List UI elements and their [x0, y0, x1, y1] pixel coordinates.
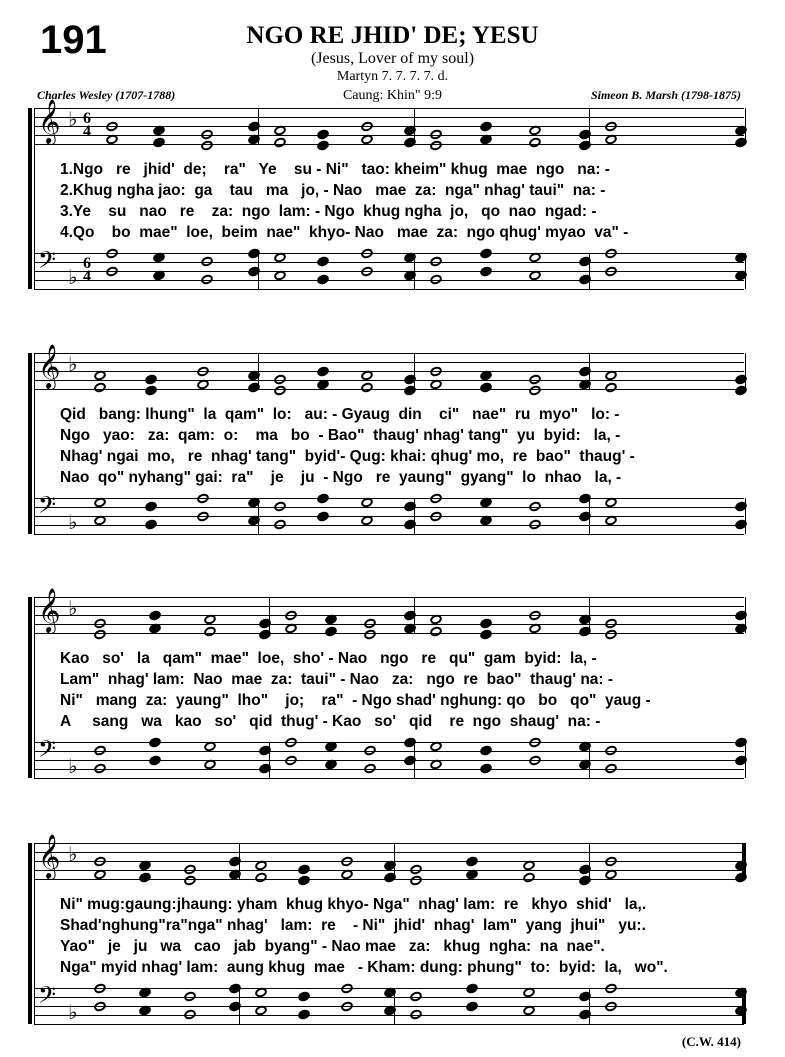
bass-note [297, 1008, 311, 1021]
bass-clef-icon: 𝄢 [38, 491, 57, 524]
bass-note [228, 1000, 242, 1013]
bass-staff-line [34, 289, 744, 290]
treble-note [429, 139, 443, 152]
lyric-line: Ngo yao: za: qam: o: ma bo - Bao" thaug' nhag' tang" yu byid: la, - [60, 427, 621, 444]
bass-note [604, 982, 618, 995]
treble-note [284, 609, 298, 622]
lyricist-credit: Charles Wesley (1707-1788) [37, 88, 176, 102]
bass-note [528, 754, 542, 767]
tune-meter: Martyn 7. 7. 7. 7. d. [336, 69, 449, 84]
flat-sign-icon: ♭ [68, 352, 78, 376]
lyric-line: A sang wa kao so' qid thug' - Kao so' qid re ngo shaug' na: - [60, 713, 601, 730]
bass-note [578, 510, 592, 523]
treble-note [528, 384, 542, 397]
bass-note [183, 1008, 197, 1021]
flat-sign-icon: ♭ [68, 754, 78, 778]
lyric-line: 1.Ngo re jhid' de; ra" Ye su - Ni" tao: kheim" khug mae ngo na: - [60, 161, 610, 178]
bass-staff-line [34, 742, 744, 743]
treble-note [199, 139, 213, 152]
treble-note [578, 365, 592, 378]
treble-note [273, 136, 287, 149]
treble-note [578, 874, 592, 887]
bass-clef-icon: 𝄢 [38, 981, 57, 1014]
system-barline [34, 353, 35, 534]
bass-note [363, 762, 377, 775]
bass-note [465, 1000, 479, 1013]
bass-note [199, 273, 213, 286]
bass-note [93, 762, 107, 775]
bass-note [148, 754, 162, 767]
bass-note [195, 510, 209, 523]
bass-note [478, 265, 492, 278]
hymn-title: NGO RE JHID' DE; YESU [246, 22, 539, 49]
treble-note [273, 373, 287, 386]
system-brace [28, 843, 32, 1024]
bass-note [183, 990, 197, 1003]
treble-note [247, 120, 261, 133]
treble-note [340, 855, 354, 868]
bass-note [93, 744, 107, 757]
treble-note [183, 863, 197, 876]
lyric-line: Qid bang: lhung" la qam" lo: au: - Gyaug din ci" nae" ru myo" lo: - [60, 406, 620, 423]
treble-note [528, 373, 542, 386]
bass-note [105, 265, 119, 278]
treble-staff-line [34, 117, 744, 118]
treble-note [105, 120, 119, 133]
bass-note [578, 990, 592, 1003]
bass-note [734, 736, 748, 749]
treble-note [247, 381, 261, 394]
treble-note [316, 139, 330, 152]
treble-note [578, 139, 592, 152]
treble-note [478, 628, 492, 641]
treble-note [93, 617, 107, 630]
treble-note [521, 871, 535, 884]
hymn-number: 191 [40, 18, 107, 62]
treble-note [604, 628, 618, 641]
treble-note [93, 628, 107, 641]
treble-staff-line [34, 108, 744, 109]
treble-note [578, 625, 592, 638]
treble-note [363, 628, 377, 641]
bass-note [316, 255, 330, 268]
treble-clef-icon: 𝄞 [38, 99, 61, 143]
lyric-line: Yao" je ju wa cao jab byang" - Nao mae za: khug ngha: na nae". [60, 938, 605, 955]
treble-note [203, 625, 217, 638]
system-barline [34, 597, 35, 778]
treble-note [604, 120, 618, 133]
measure-barline [269, 597, 270, 633]
treble-note [734, 373, 748, 386]
bass-staff-line [34, 751, 744, 752]
treble-note [734, 871, 748, 884]
bass-note [105, 247, 119, 260]
bass-staff-line [34, 507, 744, 508]
treble-note [199, 128, 213, 141]
measure-barline [589, 108, 590, 144]
treble-clef-icon: 𝄞 [38, 834, 61, 878]
bass-note [403, 518, 417, 531]
treble-note [604, 855, 618, 868]
treble-staff-line [34, 126, 744, 127]
bass-note [284, 754, 298, 767]
treble-note [429, 625, 443, 638]
treble-note [465, 855, 479, 868]
treble-note [409, 863, 423, 876]
flat-sign-icon: ♭ [68, 265, 78, 289]
lyric-line: Shad'nghung"ra"nga" nhag' lam: re - Ni" jhid' nhag' lam" yang jhui" yu:. [60, 917, 646, 934]
bass-note [144, 500, 158, 513]
bass-note [604, 762, 618, 775]
bass-note [93, 1000, 107, 1013]
bass-note [429, 510, 443, 523]
bass-note [578, 255, 592, 268]
time-signature-icon: 6 4 [83, 255, 91, 285]
hymn-subtitle: (Jesus, Lover of my soul) [310, 50, 475, 67]
bass-note [604, 247, 618, 260]
system-brace [28, 108, 32, 289]
flat-sign-icon: ♭ [68, 842, 78, 866]
bass-note [148, 736, 162, 749]
bass-note [284, 736, 298, 749]
system-barline [34, 108, 35, 289]
bass-staff-line [34, 1024, 744, 1025]
treble-note [734, 136, 748, 149]
treble-staff-line [34, 633, 744, 634]
treble-note [604, 617, 618, 630]
treble-note [528, 136, 542, 149]
bass-note [528, 736, 542, 749]
composer-credit: Simeon B. Marsh (1798-1875) [590, 88, 741, 102]
bass-note [258, 744, 272, 757]
lyric-line: Nao qo" nyhang" gai: ra" je ju - Ngo re yaung" gyang" lo nhao la, - [60, 469, 622, 486]
treble-note [144, 373, 158, 386]
bass-staff-line [34, 525, 744, 526]
bass-note [429, 255, 443, 268]
treble-note [429, 365, 443, 378]
bass-note [734, 518, 748, 531]
bass-note [528, 500, 542, 513]
bass-note [409, 990, 423, 1003]
bass-staff-line [34, 778, 744, 779]
treble-note [152, 136, 166, 149]
treble-note [148, 609, 162, 622]
bass-clef-icon: 𝄢 [38, 246, 57, 279]
bass-note [359, 265, 373, 278]
treble-note [403, 136, 417, 149]
treble-note [144, 384, 158, 397]
treble-note [228, 855, 242, 868]
treble-staff-line [34, 135, 744, 136]
treble-note [403, 373, 417, 386]
treble-note [359, 120, 373, 133]
bass-note [478, 247, 492, 260]
treble-staff-line [34, 389, 744, 390]
bass-staff-line [34, 280, 744, 281]
catalog-reference: (C.W. 414) [681, 1034, 741, 1049]
treble-note [359, 381, 373, 394]
bass-staff-line [34, 534, 744, 535]
bass-note [297, 990, 311, 1003]
treble-note [183, 874, 197, 887]
treble-staff-line [34, 144, 744, 145]
system-brace [28, 597, 32, 778]
treble-note [528, 609, 542, 622]
treble-staff-line [34, 362, 744, 363]
bass-note [429, 273, 443, 286]
measure-barline [414, 353, 415, 389]
treble-clef-icon: 𝄞 [38, 344, 61, 388]
treble-note [383, 871, 397, 884]
bass-note [144, 518, 158, 531]
bass-note [359, 247, 373, 260]
bass-note [363, 744, 377, 757]
bass-note [578, 1008, 592, 1021]
system-brace [28, 353, 32, 534]
bass-note [578, 492, 592, 505]
treble-note [478, 120, 492, 133]
flat-sign-icon: ♭ [68, 510, 78, 534]
treble-note [429, 128, 443, 141]
treble-staff-line [34, 615, 744, 616]
treble-note [363, 617, 377, 630]
bass-note [403, 736, 417, 749]
bass-note [316, 273, 330, 286]
bass-note [604, 744, 618, 757]
bass-note [528, 518, 542, 531]
bass-staff-line [34, 253, 744, 254]
bass-staff-line [34, 516, 744, 517]
bass-note [734, 754, 748, 767]
bass-note [199, 255, 213, 268]
bass-note [478, 744, 492, 757]
bass-note [409, 1008, 423, 1021]
treble-note [273, 384, 287, 397]
bass-note [93, 982, 107, 995]
bass-note [403, 754, 417, 767]
lyric-line: Nhag' ngai mo, re nhag' tang" byid'- Qug: khai: qhug' mo, re bao" thaug' - [60, 448, 635, 465]
lyric-line: Kao so' la qam" mae" loe, sho' - Nao ngo re qu" gam byid: la, - [60, 650, 597, 667]
bass-note [273, 500, 287, 513]
bass-note [429, 492, 443, 505]
bass-note [316, 492, 330, 505]
treble-note [734, 384, 748, 397]
measure-barline [589, 843, 590, 879]
bass-note [258, 762, 272, 775]
bass-staff-line [34, 271, 744, 272]
bass-note [465, 982, 479, 995]
treble-note [734, 609, 748, 622]
bass-staff-line [34, 760, 744, 761]
treble-staff-line [34, 380, 744, 381]
system-barline [34, 843, 35, 1024]
bass-note [195, 492, 209, 505]
bass-note [340, 1000, 354, 1013]
bass-note [228, 982, 242, 995]
bass-clef-icon: 𝄢 [38, 735, 57, 768]
treble-note [478, 381, 492, 394]
treble-note [258, 617, 272, 630]
bass-note [478, 762, 492, 775]
time-signature-icon: 6 4 [83, 110, 91, 140]
bass-note [340, 982, 354, 995]
bass-note [604, 265, 618, 278]
treble-note [403, 384, 417, 397]
bass-staff-line [34, 262, 744, 263]
bass-note [247, 265, 261, 278]
bass-staff-line [34, 498, 744, 499]
lyric-line: 2.Khug ngha jao: ga tau ma jo, - Nao mae za: nga" nhag' taui" na: - [60, 182, 606, 199]
bass-note [604, 1000, 618, 1013]
treble-staff-line [34, 371, 744, 372]
treble-note [316, 365, 330, 378]
treble-note [478, 617, 492, 630]
treble-note [93, 381, 107, 394]
bass-staff-line [34, 769, 744, 770]
lyric-line: 3.Ye su nao re za: ngo lam: - Ngo khug ngha jo, qo nao ngad: - [60, 203, 597, 220]
bass-note [247, 247, 261, 260]
treble-note [578, 128, 592, 141]
lyric-line: Nga" myid nhag' lam: aung khug mae - Kham: dung: phung" to: byid: la, wo". [60, 959, 668, 976]
treble-note [258, 628, 272, 641]
treble-staff-line [34, 852, 744, 853]
lyric-line: Ni" mang za: yaung" lho" jo; ra" - Ngo shad' nghung: qo bo qo" yaug - [60, 692, 651, 709]
bass-note [734, 500, 748, 513]
flat-sign-icon: ♭ [68, 1000, 78, 1024]
lyric-line: Lam" nhag' lam: Nao mae za: taui" - Nao za: ngo re bao" thaug' na: - [60, 671, 614, 688]
bass-note [403, 500, 417, 513]
bass-note [316, 510, 330, 523]
treble-note [297, 863, 311, 876]
treble-staff-line [34, 624, 744, 625]
treble-note [195, 365, 209, 378]
treble-note [578, 863, 592, 876]
treble-clef-icon: 𝄞 [38, 588, 61, 632]
bass-note [273, 518, 287, 531]
treble-staff-line [34, 597, 744, 598]
bass-note [578, 273, 592, 286]
treble-staff-line [34, 843, 744, 844]
flat-sign-icon: ♭ [68, 596, 78, 620]
treble-staff-line [34, 353, 744, 354]
lyric-line: Ni" mug:gaung:jhaung: yham khug khyo- Nga" nhag' lam: re khyo shid' la,. [60, 896, 647, 913]
treble-note [323, 625, 337, 638]
treble-note [297, 874, 311, 887]
treble-note [403, 609, 417, 622]
treble-note [93, 855, 107, 868]
treble-note [316, 128, 330, 141]
scripture-reference: Caung: Khin" 9:9 [342, 88, 443, 103]
treble-note [254, 871, 268, 884]
flat-sign-icon: ♭ [68, 107, 78, 131]
treble-note [138, 871, 152, 884]
lyric-line: 4.Qo bo mae" loe, beim nae" khyo- Nao mae za: ngo qhug' myao va" - [60, 224, 629, 241]
measure-barline [745, 353, 746, 389]
treble-note [604, 381, 618, 394]
treble-staff-line [34, 606, 744, 607]
treble-note [409, 874, 423, 887]
